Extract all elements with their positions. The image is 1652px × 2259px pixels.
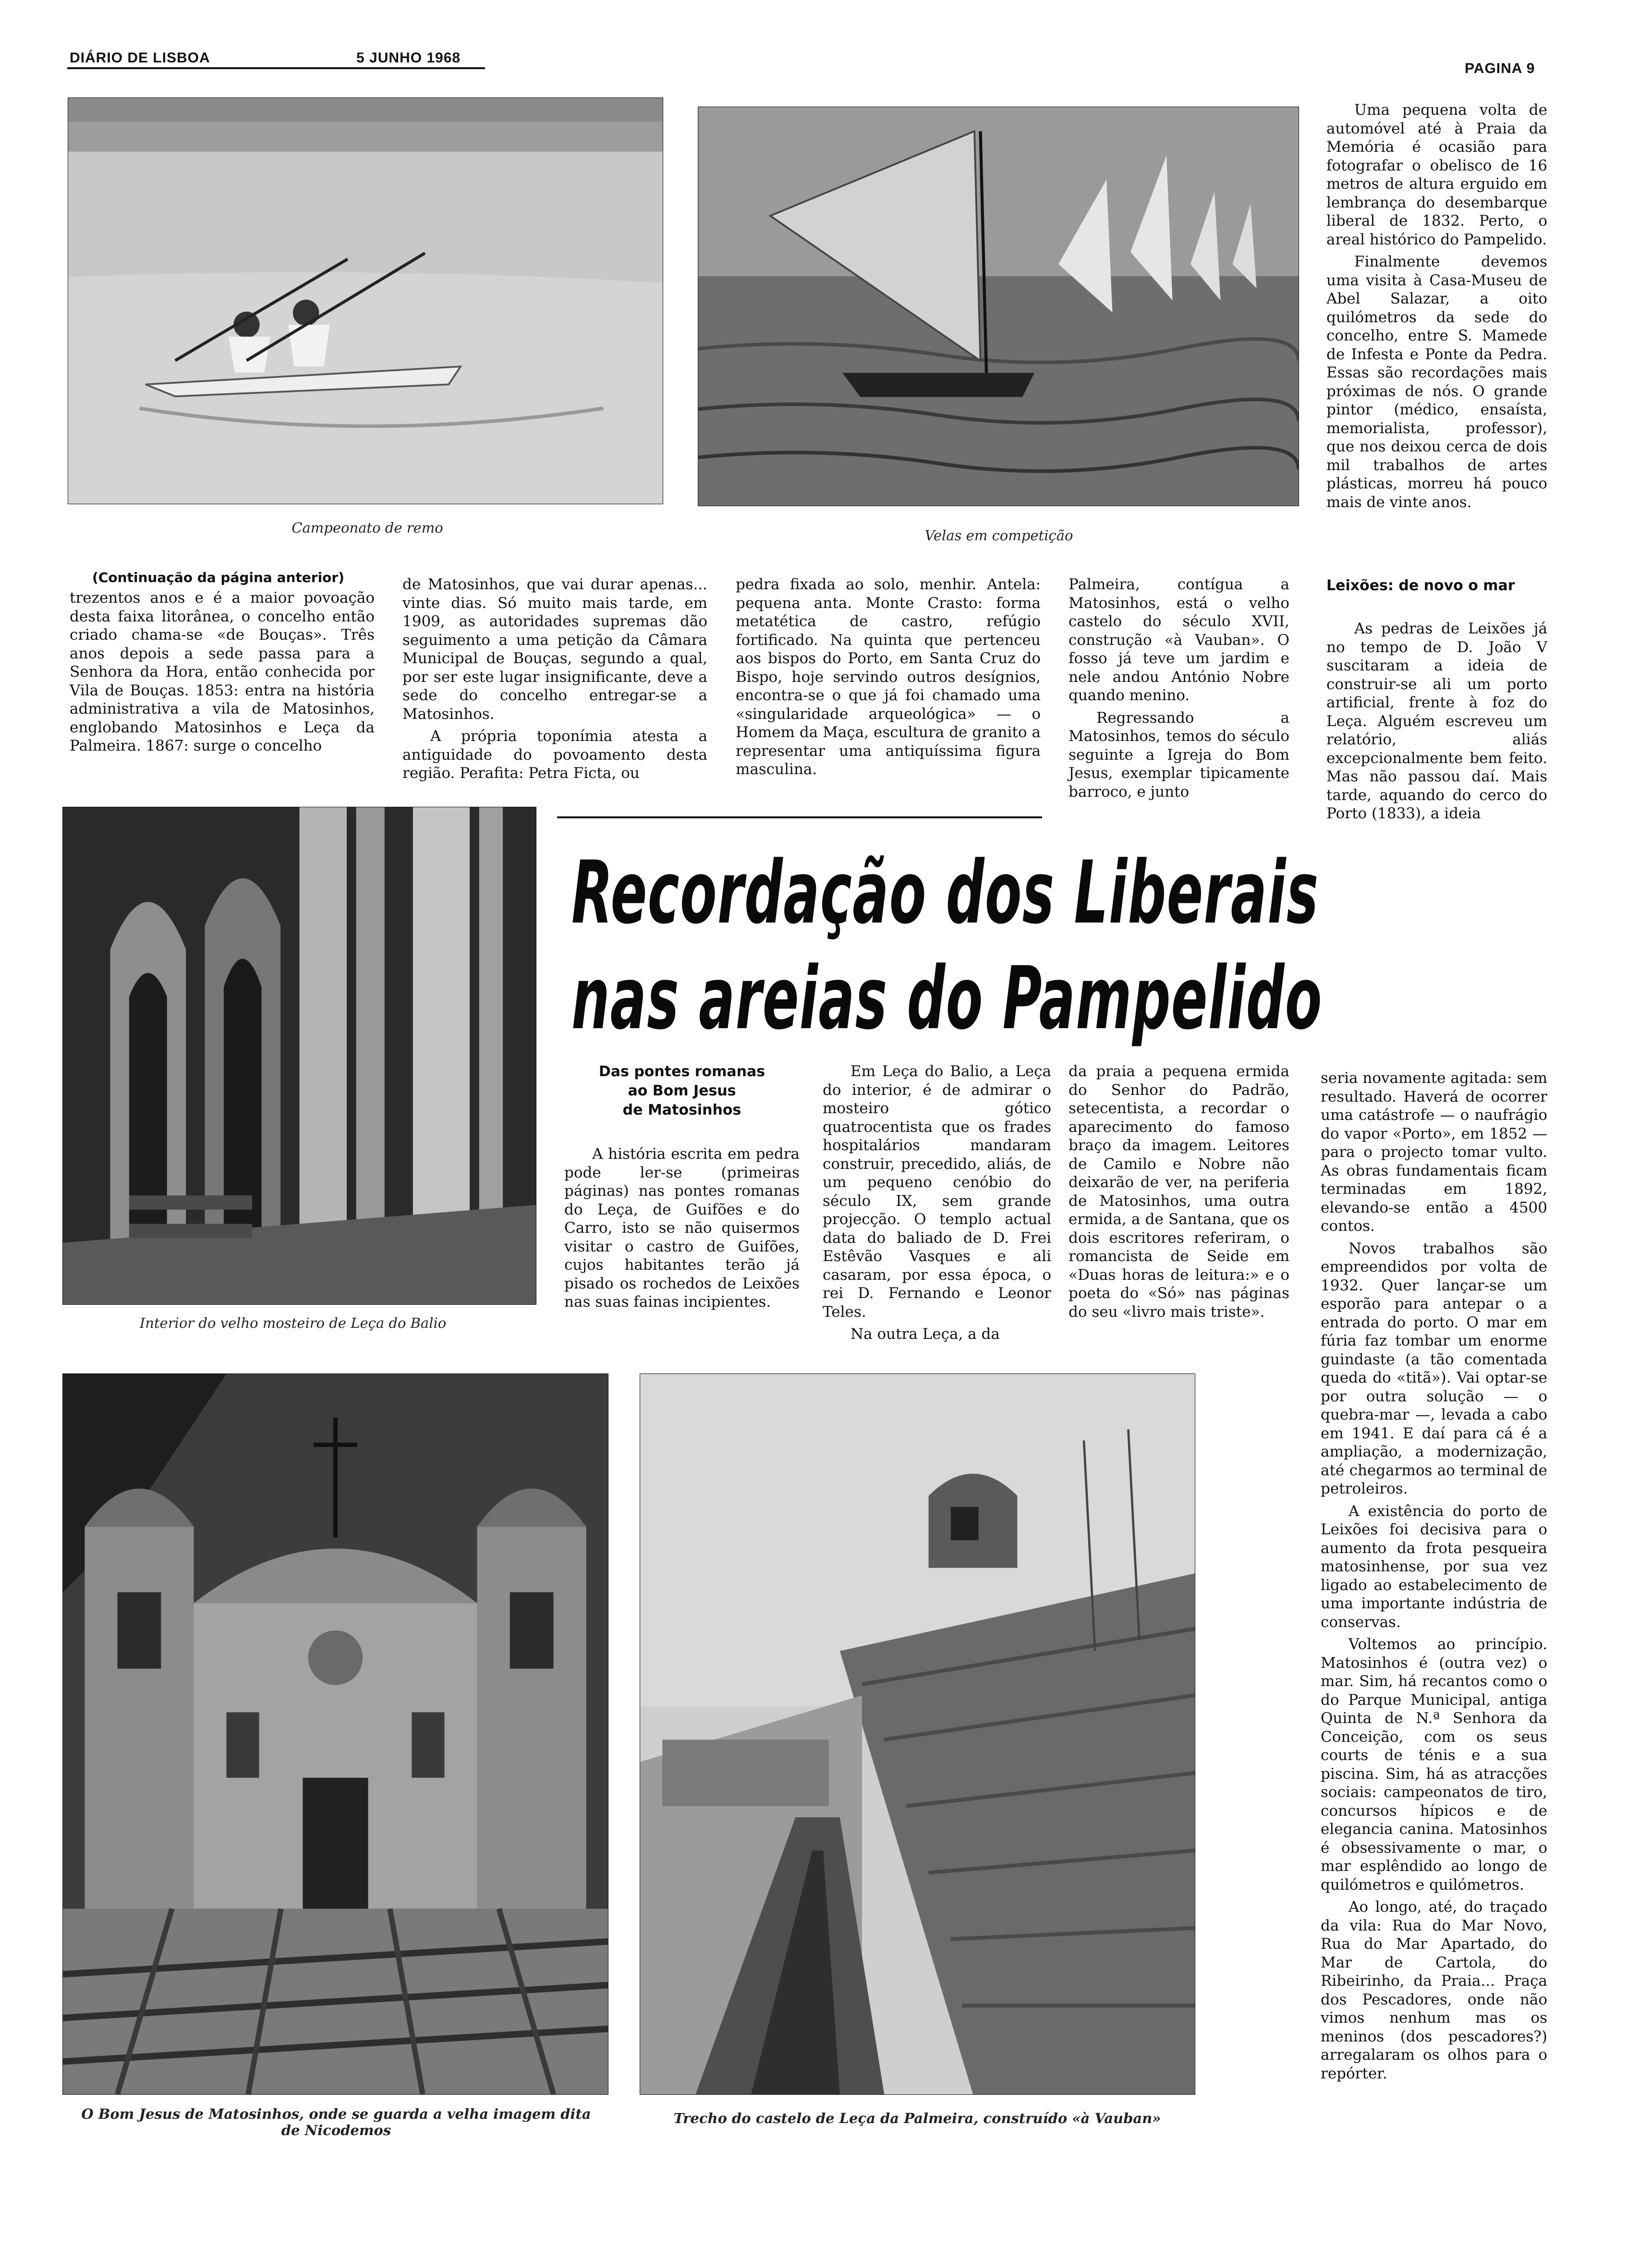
top-column-4 (1069, 575, 1289, 805)
middle-subhead-line-3: de Matosinhos (622, 1102, 741, 1118)
top-column-4-p1: Palmeira, contígua a Matosinhos, está o velho castelo do século XVII, construção «à Vauban». O fosso já teve um jardim e nele andou António Nobre quando menino. (1069, 576, 1289, 704)
middle-column-d-p5: Ao longo, até, do traçado da vila: Rua do Mar Novo, Rua do Mar Apartado, do Mar de Cartola, do Ribeirinho, da Praia... Praça dos Pescadores, onde não vimos nenhum mas os meninos (dos pescadores?) arregalaram os olhos para o repórter. (1321, 1898, 1547, 2082)
right-column-leixoes (1326, 619, 1547, 827)
monastery-caption: Interior do velho mosteiro de Leça do Balio (139, 1315, 447, 1331)
rowing-caption: Campeonato de remo (292, 520, 443, 536)
page-number: PAGINA 9 (1465, 61, 1535, 76)
middle-column-d (1321, 1069, 1547, 2087)
top-column-2-p1: de Matosinhos, que vai durar apenas... vinte dias. Só muito mais tarde, em 1909, as autoridades supremas dão seguimento a uma petição da Câmara Municipal de Bouças, segundo a qual, por ser este lugar insignificante, deve a sede do concelho entregar-se a Matosinhos. (402, 576, 707, 723)
top-column-1 (70, 589, 375, 759)
headline-line-2: nas areias do Pampelido (571, 948, 1323, 1049)
leixoes-subhead: Leixões: de novo o mar (1326, 577, 1515, 594)
top-column-4-p2: Regressando a Matosinhos, temos do século seguinte a Igreja do Bom Jesus, exemplar tipicamente barroco, e junto (1069, 709, 1289, 801)
middle-subhead (564, 1062, 800, 1120)
top-column-2 (402, 575, 707, 787)
section-rule (557, 816, 1042, 818)
middle-subhead-line-2: ao Bom Jesus (628, 1082, 736, 1099)
castle-caption: Trecho do castelo de Leça da Palmeira, construído «à Vauban» (673, 2110, 1161, 2126)
castle-photo (640, 1373, 1195, 2095)
right-paragraph-1: Uma pequena volta de automóvel até à Praia da Memória é ocasião para fotografar o obelisco de 16 metros de altura erguido em lembrança do desembarque liberal de 1832. Perto, o areal histórico do Pampelido. (1326, 101, 1547, 248)
newspaper-name: DIÁRIO DE LISBOA (70, 50, 210, 66)
middle-column-d-p1: seria novamente agitada: sem resultado. Haverá de ocorrer uma catástrofe — o naufrágio do vapor «Porto», em 1852 — para o projecto tomar vulto. As obras fundamentais ficam terminadas em 1892, elevando-se então a 4500 contos. (1321, 1069, 1547, 1235)
middle-column-b (823, 1062, 1051, 1348)
top-column-1-text: trezentos anos e é a maior povoação desta faixa litorânea, o concelho então criado chama-se «de Bouças». Três anos depois a sede passa para a Senhora da Hora, então conhecida por Vila de Bouças. 1853: entra na história administrativa a vila de Matosinhos, englobando Matosinhos e Leça da Palmeira. 1867: surge o concelho (70, 589, 375, 754)
headline-line-1: Recordação dos Liberais (571, 843, 1319, 943)
top-column-3 (736, 575, 1041, 783)
middle-column-c-text: da praia a pequena ermida do Senhor do Padrão, setecentista, a recordar o aparecimento do famoso braço da imagem. Leitores de Camilo e Nobre não deixarão de ver, na periferia de Matosinhos, uma outra ermida, a de Santana, que os dois escritores referiram, o romancista de Seide em «Duas horas de leitura:» e o poeta do «Só» nas páginas do seu «livro mais triste». (1069, 1063, 1289, 1321)
right-column-top (1326, 101, 1547, 515)
middle-subhead-line-1: Das pontes romanas (598, 1063, 765, 1080)
middle-column-d-p4: Voltemos ao princípio. Matosinhos é (outra vez) o mar. Sim, há recantos como o do Parque Municipal, antiga Quinta de N.ª Senhora da Conceição, com os seus courts de ténis e a sua piscina. Sim, há as atracções sociais: campeonatos de tiro, concursos hípicos e de elegancia canina. Matosinhos é obsessivamente o mar, o mar esplêndido ao longo de quilómetros e quilómetros. (1321, 1636, 1547, 1894)
bom-jesus-photo (62, 1373, 608, 2095)
issue-date: 5 JUNHO 1968 (356, 50, 461, 66)
middle-column-a (564, 1145, 800, 1315)
sails-photo (698, 107, 1299, 506)
top-column-3-text: pedra fixada ao solo, menhir. Antela: pequena anta. Monte Crasto: forma metatética de castro, refúgio fortificado. Na quinta que pertenceu aos bispos do Porto, em Santa Cruz do Bispo, hoje servindo outros desígnios, encontra-se o que já foi chamado uma «singularidade arqueológica» — o Homem da Maça, escultura de granito a representar uma antiquíssima figura masculina. (736, 576, 1041, 778)
rowing-photo (68, 97, 663, 504)
middle-column-c (1069, 1062, 1289, 1325)
top-column-2-p2: A própria toponímia atesta a antiguidade do povoamento desta região. Perafita: Petra Ficta, ou (402, 728, 707, 782)
middle-column-b-p2: Na outra Leça, a da (850, 1325, 1000, 1343)
monastery-photo (62, 807, 536, 1305)
middle-column-d-p2: Novos trabalhos são empreendidos por volta de 1932. Quer lançar-se um esporão para antepar o a entrada do porto. O mar em fúria faz tombar um enorme guindaste (a tão comentada queda do «titã»). Vai optar-se por outra solução — o quebra-mar —, levada a cabo em 1941. E daí para cá é a ampliação, a modernização, até chegarmos ao terminal de petroleiros. (1321, 1239, 1547, 1497)
header-rule (67, 67, 485, 69)
continuation-label: (Continuação da página anterior) (92, 570, 345, 585)
right-paragraph-2: Finalmente devemos uma visita à Casa-Museu de Abel Salazar, a oito quilómetros da sede do concelho, entre S. Mamede de Infesta e Ponte da Pedra. Essas são recordações mais próximas de nós. O grande pintor (médico, ensaísta, memorialista, professor), que nos deixou cerca de dois mil trabalhos de artes plásticas, morreu há pouco mais de vinte anos. (1326, 253, 1547, 511)
middle-column-b-p1: Em Leça do Balio, a Leça do interior, é de admirar o mosteiro gótico quatrocentista que os frades hospitalários mandaram construir, precedido, aliás, de um pequeno cenóbio do século IX, sem grande projecção. O templo actual data do baliado de D. Frei Estêvão Vasques e ali casaram, por essa época, o rei D. Fernando e Leonor Teles. (823, 1063, 1051, 1321)
middle-column-d-p3: A existência do porto de Leixões foi decisiva para o aumento da frota pesqueira matosinhense, por sua vez ligado ao estabelecimento de uma importante indústria de conservas. (1321, 1502, 1547, 1631)
middle-column-a-text: A história escrita em pedra pode ler-se (primeiras páginas) nas pontes romanas do Leça, de Guifões e do Carro, isto se não quisermos visitar o castro de Guifões, cujos habitantes terão já pisado os rochedos de Leixões nas suas fainas incipientes. (564, 1145, 800, 1311)
sails-caption: Velas em competição (924, 527, 1073, 544)
right-paragraph-3: As pedras de Leixões já no tempo de D. João V suscitaram a ideia de construir-se ali um porto artificial, frente à foz do Leça. Alguém escreveu um relatório, aliás excepcionalmente bem feito. Mas não passou daí. Mais tarde, aquando do cerco do Porto (1833), a ideia (1326, 620, 1547, 822)
bom-jesus-caption: O Bom Jesus de Matosinhos, onde se guarda a velha imagem dita de Nicodemos (81, 2106, 591, 2138)
